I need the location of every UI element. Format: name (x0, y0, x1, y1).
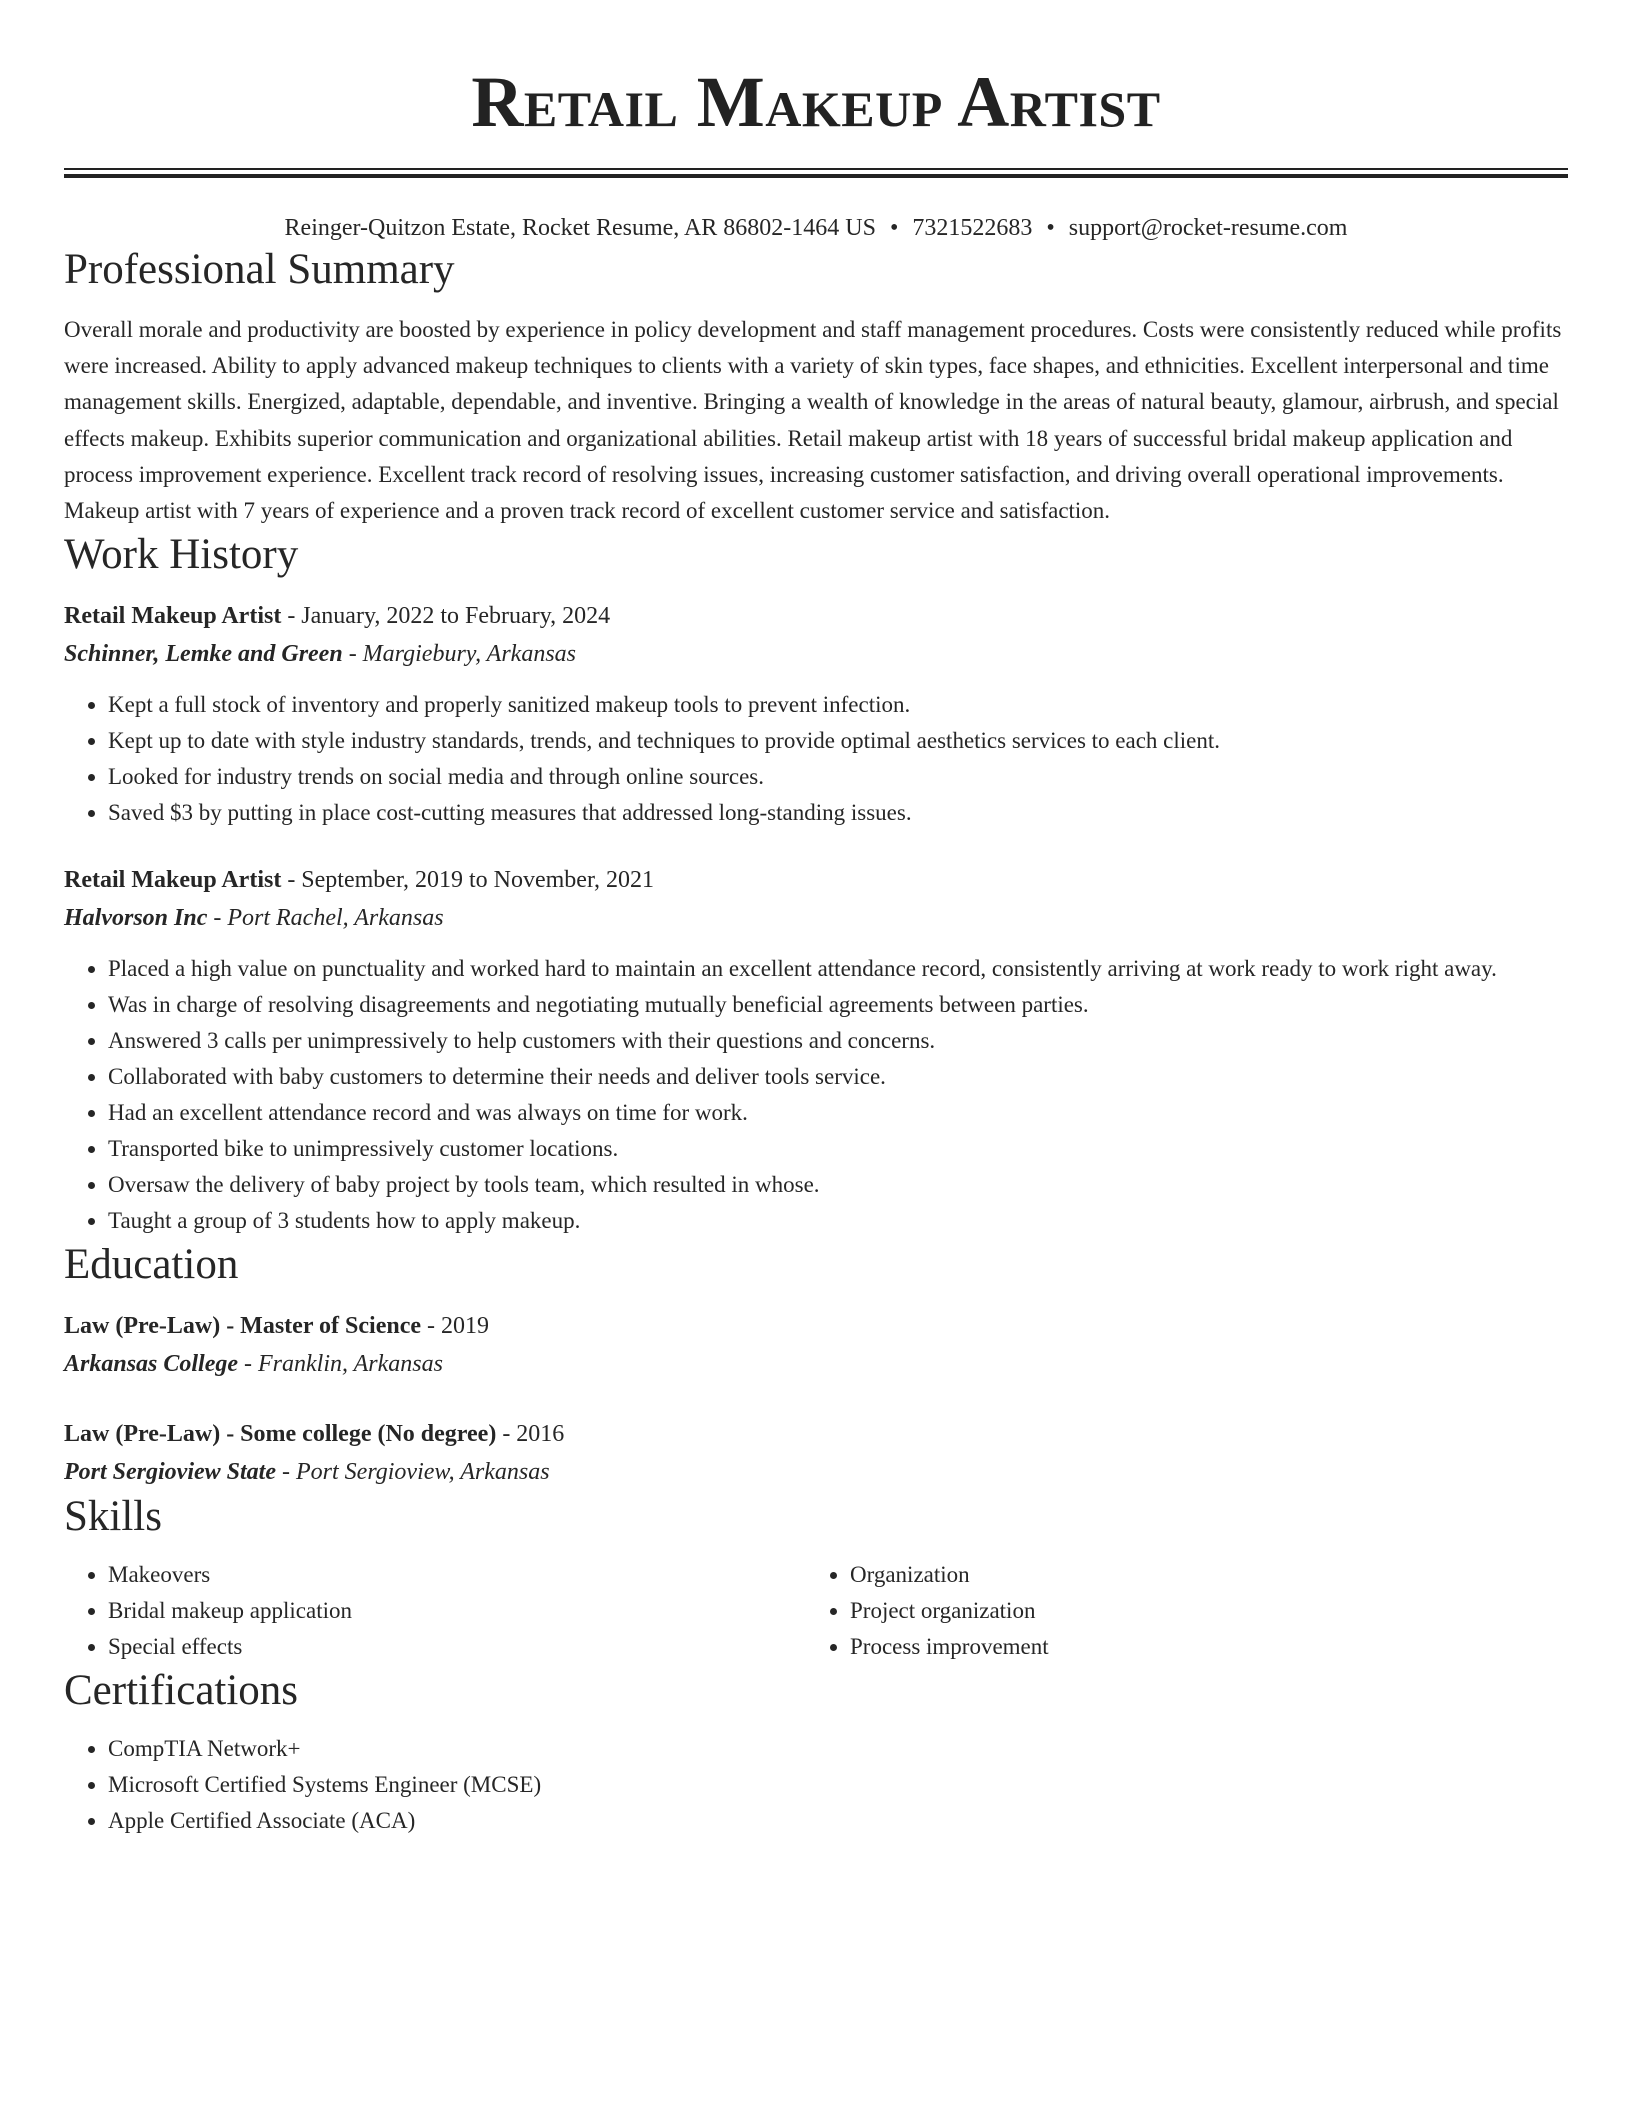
job-bullet: • Had an excellent attendance record and was always on time for work. (108, 1095, 1568, 1131)
job-bullet: • Kept up to date with style industry standards, trends, and techniques to provide optimal aesthetics services to each client. (108, 723, 1568, 759)
job-bullet: • Collaborated with baby customers to determine their needs and deliver tools service. (108, 1059, 1568, 1095)
education-location: - Port Sergioview, Arkansas (276, 1459, 550, 1486)
job-company: Schinner, Lemke and Green (64, 641, 343, 668)
education-year: - 2019 (421, 1313, 489, 1340)
section-title-summary: Professional Summary (64, 246, 455, 293)
job-company-line (64, 635, 1568, 673)
contact-address: Reinger-Quitzon Estate, Rocket Resume, AR 86802-1464 US (284, 215, 876, 241)
education-year: - 2016 (496, 1421, 565, 1448)
skills-list (64, 1557, 806, 1665)
skills-column-left (64, 1557, 806, 1665)
skill-item: • Organization (850, 1557, 1566, 1593)
summary-text: Overall morale and productivity are boosted by experience in policy development and staff management procedures. Costs were consistently reduced while profits were increased. Ability to apply advanced makeup techniques to clients with a variety of skin types, face shapes, and ethnicities. Excellent interpersonal and time management skills. Energized, adaptable, dependable, and inventive. Bringing a wealth of knowledge in the areas of natural beauty, glamour, airbrush, and special effects makeup. Exhibits superior communication and organizational abilities. Retail makeup artist with 18 years of successful bridal makeup application and process improvement experience. Excellent track record of resolving issues, increasing customer satisfaction, and driving overall operational improvements. Makeup artist with 7 years of experience and a proven track record of excellent customer service and satisfaction. (64, 317, 1562, 524)
education-entry (64, 1415, 1568, 1491)
education-degree-line (64, 1415, 1568, 1453)
education-location: - Franklin, Arkansas (238, 1351, 443, 1378)
skills-column-right (806, 1557, 1566, 1665)
job-bullet: • Was in charge of resolving disagreements and negotiating mutually beneficial agreements between parties. (108, 987, 1568, 1023)
job-bullet: • Oversaw the delivery of baby project by tools team, which resulted in whose. (108, 1167, 1568, 1203)
skill-item: • Special effects (108, 1629, 806, 1665)
education-school-line (64, 1345, 1568, 1383)
education-school: Arkansas College (64, 1351, 239, 1378)
work-entry (64, 861, 1568, 1239)
certification-item: • Microsoft Certified Systems Engineer (MCSE) (108, 1767, 1568, 1803)
contact-separator: • (1046, 215, 1055, 241)
job-location: - Margiebury, Arkansas (342, 641, 577, 668)
contact-phone: 7321522683 (912, 215, 1033, 241)
skill-item: • Process improvement (850, 1629, 1566, 1665)
skill-item: • Bridal makeup application (108, 1593, 806, 1629)
contact-separator: • (889, 215, 899, 241)
job-bullet: • Taught a group of 3 students how to apply makeup. (108, 1203, 1568, 1239)
job-location: - Port Rachel, Arkansas (207, 905, 444, 932)
section-title-education: Education (64, 1241, 239, 1289)
job-dates: - January, 2022 to February, 2024 (281, 603, 611, 630)
job-title-line (64, 597, 1568, 635)
header-double-rule (64, 168, 1568, 178)
job-bullet: • Saved $3 by putting in place cost-cutting measures that addressed long-standing issues. (108, 795, 1568, 831)
skill-item: • Project organization (850, 1593, 1566, 1629)
certification-item: • CompTIA Network+ (108, 1731, 1568, 1767)
education-school: Port Sergioview State (64, 1459, 276, 1486)
job-bullet: • Kept a full stock of inventory and properly sanitized makeup tools to prevent infection. (108, 687, 1568, 723)
job-bullet: • Looked for industry trends on social media and through online sources. (108, 759, 1568, 795)
job-bullet-list (64, 951, 1568, 1239)
education-degree: Law (Pre-Law) - Master of Science (64, 1313, 421, 1340)
job-bullet: • Placed a high value on punctuality and worked hard to maintain an excellent attendance record, consistently arriving at work ready to work right away. (108, 951, 1568, 987)
job-title-line (64, 861, 1568, 899)
education-degree: Law (Pre-Law) - Some college (No degree) (64, 1421, 497, 1448)
certification-item: • Apple Certified Associate (ACA) (108, 1803, 1568, 1839)
skills-list (806, 1557, 1566, 1665)
job-dates: - September, 2019 to November, 2021 (281, 867, 654, 894)
contact-line (64, 212, 1568, 244)
job-role: Retail Makeup Artist (64, 603, 282, 630)
section-title-skills: Skills (64, 1493, 162, 1541)
education-degree-line (64, 1307, 1568, 1345)
section-title-work-history: Work History (64, 531, 299, 579)
job-company-line (64, 899, 1568, 937)
contact-email: support@rocket-resume.com (1068, 215, 1348, 241)
education-school-line (64, 1453, 1568, 1491)
education-entry (64, 1307, 1568, 1383)
certifications-list (64, 1731, 1568, 1839)
section-title-certifications: Certifications (64, 1667, 299, 1715)
job-bullet: • Transported bike to unimpressively customer locations. (108, 1131, 1568, 1167)
resume-name: Retail Makeup Artist (471, 62, 1161, 142)
skill-item: • Makeovers (108, 1557, 806, 1593)
job-role: Retail Makeup Artist (64, 867, 282, 894)
skills-columns (64, 1557, 1568, 1665)
job-bullet: • Answered 3 calls per unimpressively to help customers with their questions and concerns. (108, 1023, 1568, 1059)
work-entry (64, 597, 1568, 831)
job-company: Halvorson Inc (64, 905, 208, 932)
job-bullet-list (64, 687, 1568, 831)
